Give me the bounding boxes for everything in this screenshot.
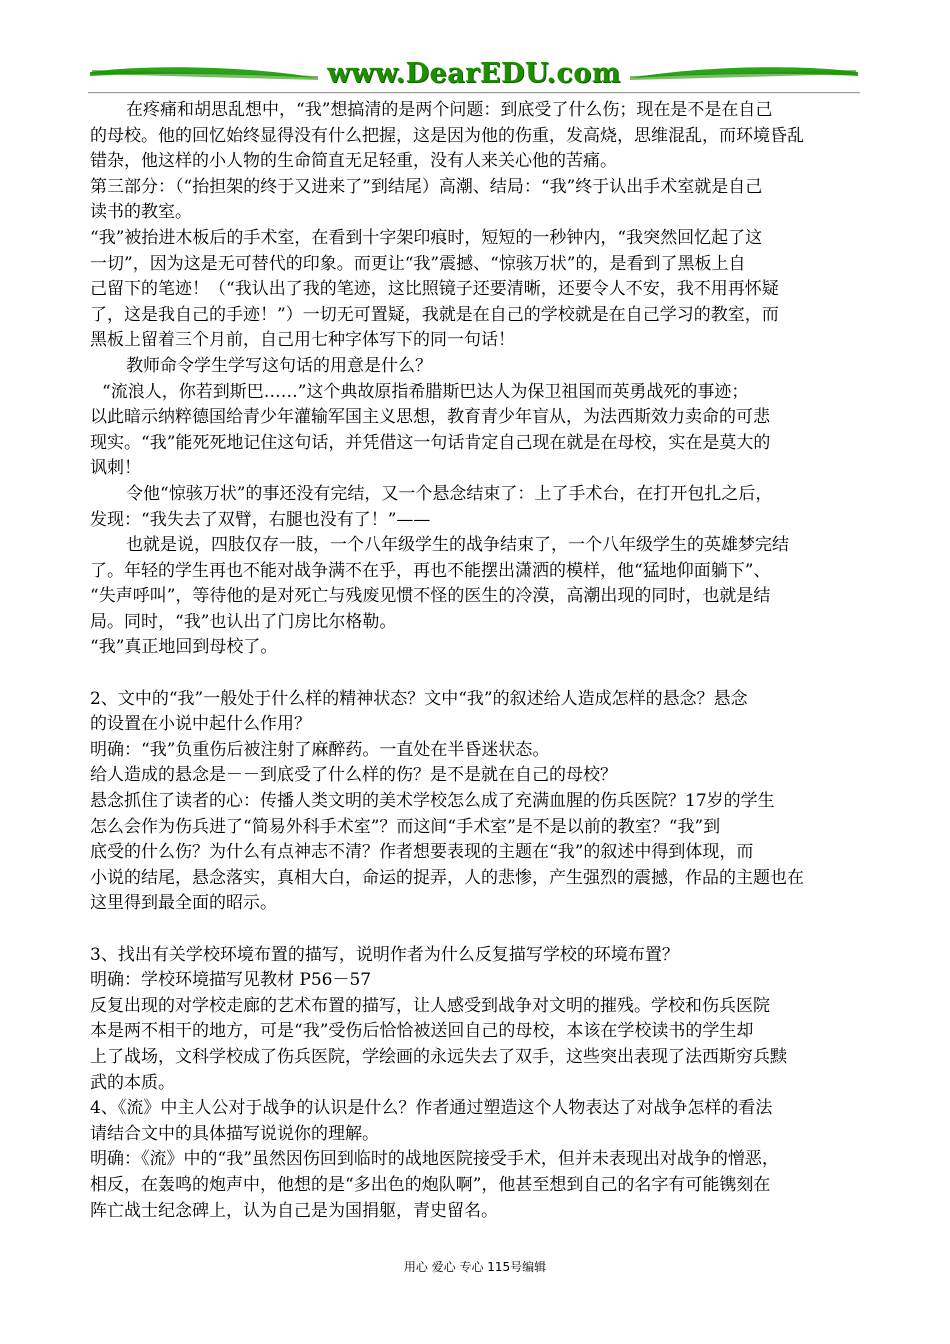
answer-line: 底受的什么伤？为什么有点神志不清？作者想要表现的主题在“我”的叙述中得到体现，而	[90, 842, 754, 863]
answer-line: 怎么会作为伤兵进了“简易外科手术室”？而这间“手术室”是不是以前的教室？“我”到	[90, 816, 721, 837]
blank-line	[90, 661, 862, 687]
answer-line: 给人造成的悬念是－－到底受了什么样的伤？是不是就在自己的母校？	[90, 765, 617, 786]
answer-line: 悬念抓住了读者的心：传播人类文明的美术学校怎么成了充满血腥的伤兵医院？17岁的学生	[90, 791, 775, 812]
paragraph-line: 了。年轻的学生再也不能对战争满不在乎，再也不能摆出潇洒的模样，他“猛地仰面躺下”、	[90, 560, 771, 581]
answer-line: 小说的结尾，悬念落实，真相大白，命运的捉弄，人的悲惨，产生强烈的震撼，作品的主题也在	[90, 867, 804, 888]
paragraph-line: 一切”，因为这是无可替代的印象。而更让“我”震撼、“惊骇万状”的，是看到了黑板上自	[90, 253, 746, 274]
paragraph-line: 讽刺！	[90, 458, 141, 479]
paragraph-line: 了，这是我自己的手迹！”）一切无可置疑，我就是在自己的学校就是在自己学习的教室，而	[90, 304, 779, 325]
question-line: 教师命令学生学写这句话的用意是什么？	[126, 355, 432, 376]
question-line: 请结合文中的具体描写说说你的理解。	[90, 1123, 379, 1144]
document-body	[90, 98, 862, 1224]
paragraph-line: 局。同时，“我”也认出了门房比尔格勒。	[90, 611, 397, 632]
question-line: 3、找出有关学校环境布置的描写，说明作者为什么反复描写学校的环境布置？	[90, 944, 679, 965]
answer-line: 这里得到最全面的昭示。	[90, 893, 277, 914]
blank-line	[90, 917, 862, 943]
paragraph-line: “我”真正地回到母校了。	[90, 637, 278, 658]
section-heading-line: 第三部分：（“抬担架的终于又进来了”到结尾）高潮、结局：“我”终于认出手术室就是自己	[90, 176, 763, 197]
paragraph-line: 黑板上留着三个月前，自己用七种字体写下的同一句话！	[90, 330, 515, 351]
paragraph-line: “我”被抬进木板后的手术室，在看到十字架印痕时，短短的一秒钟内，“我突然回忆起了这	[90, 227, 763, 248]
paragraph-line: 以此暗示纳粹德国给青少年灌输军国主义思想，教育青少年盲从，为法西斯效力卖命的可悲	[90, 407, 770, 428]
answer-line: 明确：学校环境描写见教材 P56－57	[90, 970, 372, 991]
paragraph-line: 现实。“我”能死死地记住这句话，并凭借这一句话肯定自己现在就是在母校，实在是莫大的	[90, 432, 771, 453]
paragraph-line: 错杂，他这样的小人物的生命简直无足轻重，没有人来关心他的苦痛。	[90, 151, 617, 172]
answer-line: 相反，在轰鸣的炮声中，他想的是“多出色的炮队啊”，他甚至想到自己的名字有可能镌刻在	[90, 1174, 771, 1195]
paragraph-line: “失声呼叫”，等待他的是对死亡与残废见惯不怪的医生的冷漠，高潮出现的同时，也就是结	[90, 586, 771, 607]
page-footer: 用心 爱心 专心 115号编辑	[403, 1260, 547, 1274]
answer-line: 明确：“我”负重伤后被注射了麻醉药。一直处在半昏迷状态。	[90, 739, 550, 760]
answer-line: 武的本质。	[90, 1072, 175, 1093]
question-line: 2、文中的“我”一般处于什么样的精神状态？文中“我”的叙述给人造成怎样的悬念？悬念	[90, 688, 748, 709]
answer-line: 上了战场，文科学校成了伤兵医院，学绘画的永远失去了双手，这些突出表现了法西斯穷兵黩	[90, 1046, 787, 1067]
paragraph-line: 令他“惊骇万状”的事还没有完结，又一个悬念结束了：上了手术台，在打开包扎之后，	[126, 483, 773, 504]
question-line: 的设置在小说中起什么作用？	[90, 714, 311, 735]
paragraph-line: 发现：“我失去了双臂，右腿也没有了！”——	[90, 509, 431, 530]
paragraph-line: 己留下的笔迹！（“我认出了我的笔迹，这比照镜子还要清晰，还要令人不安，我不用再怀疑	[90, 279, 779, 300]
site-logo-text[interactable]: www.DearEDU.com	[327, 58, 621, 89]
paragraph-line: “流浪人，你若到斯巴……”这个典故原指希腊斯巴达人为保卫祖国而英勇战死的事迹；	[102, 381, 749, 402]
paragraph-line: 的母校。他的回忆始终显得没有什么把握，这是因为他的伤重，发高烧，思维混乱，而环境昏乱	[90, 125, 804, 146]
answer-line: 反复出现的对学校走廊的艺术布置的描写，让人感受到战争对文明的摧残。学校和伤兵医院	[90, 995, 770, 1016]
site-header	[88, 56, 860, 96]
answer-line: 明确：《流》中的“我”虽然因伤回到临时的战地医院接受手术，但并未表现出对战争的憎恶，	[90, 1149, 779, 1170]
paragraph-line: 在疼痛和胡思乱想中，“我”想搞清的是两个问题：到底受了什么伤；现在是不是在自己	[126, 100, 773, 120]
question-line: 4、《流》中主人公对于战争的认识是什么？作者通过塑造这个人物表达了对战争怎样的看法	[90, 1098, 773, 1119]
paragraph-line: 读书的教室。	[90, 202, 192, 223]
paragraph-line: 也就是说，四肢仅存一肢，一个八年级学生的战争结束了，一个八年级学生的英雄梦完结	[126, 535, 789, 556]
answer-line: 本是两不相干的地方，可是“我”受伤后恰恰被送回自己的母校，本该在学校读书的学生却	[90, 1021, 754, 1042]
answer-line: 阵亡战士纪念碑上，认为自己是为国捐躯，青史留名。	[90, 1200, 498, 1221]
